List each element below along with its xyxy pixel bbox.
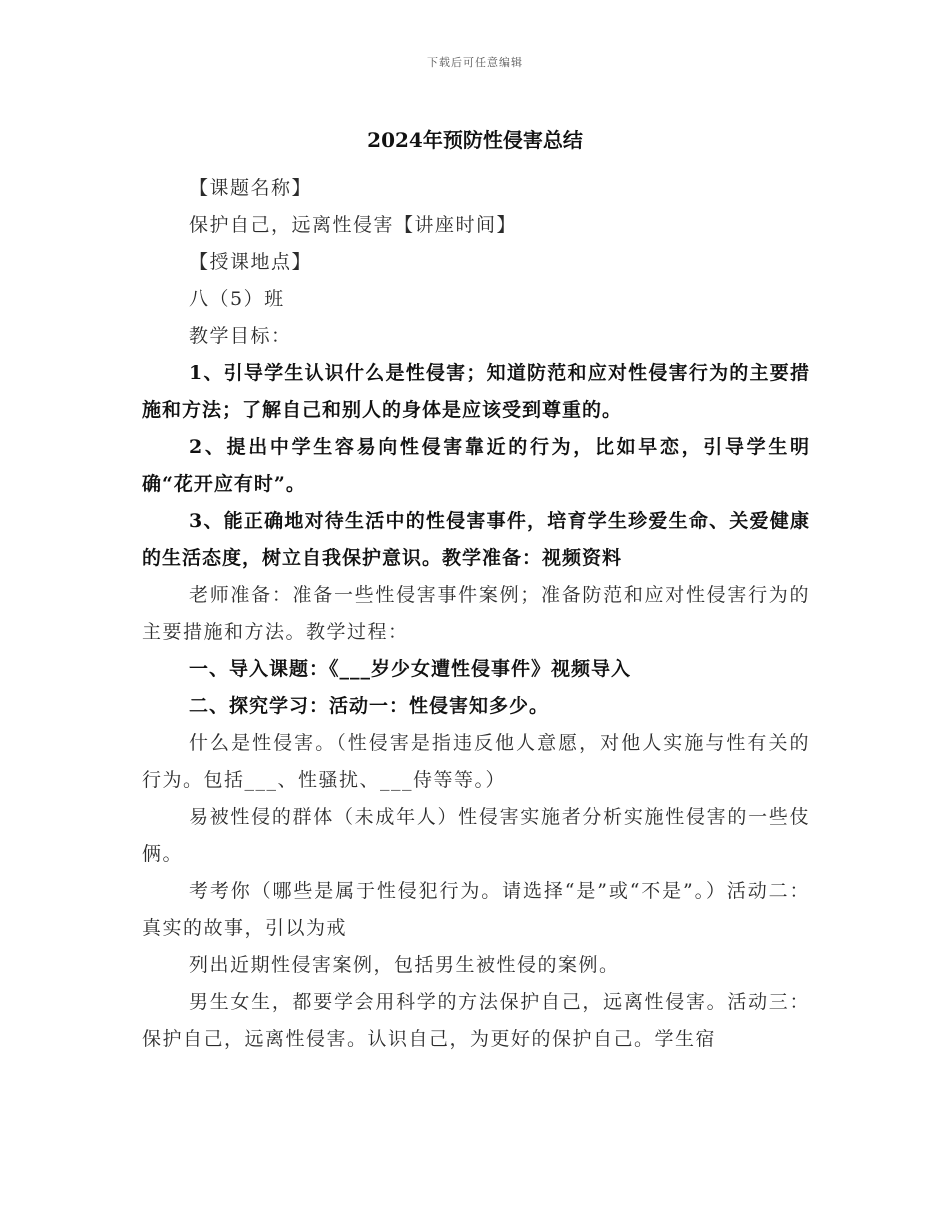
paragraph-activity-3: 男生女生，都要学会用科学的方法保护自己，远离性侵害。活动三：保护自己，远离性侵害。认识自己，为更好的保护自己。学生宿 — [142, 991, 810, 1050]
paragraph-location-label: 【授课地点】 — [189, 251, 313, 273]
document-title: 2024年预防性侵害总结 — [367, 128, 583, 152]
paragraph-course-name: 保护自己，远离性侵害【讲座时间】 — [189, 214, 518, 236]
document-body — [142, 170, 810, 1058]
paragraph-teacher-prep: 老师准备：准备一些性侵害事件案例；准备防范和应对性侵害行为的主要措施和方法。教学过程： — [142, 584, 810, 643]
paragraph-step-2: 二、探究学习：活动一：性侵害知多少。 — [189, 695, 550, 717]
paragraph-objectives-label: 教学目标： — [189, 325, 292, 347]
paragraph-objective-3: 3、能正确地对待生活中的性侵害事件，培育学生珍爱生命、关爱健康的生活态度，树立自我保护意识。教学准备：视频资料 — [142, 510, 810, 569]
paragraph-objective-1: 1、引导学生认识什么是性侵害；知道防范和应对性侵害行为的主要措施和方法；了解自己和别人的身体是应该受到尊重的。 — [142, 362, 810, 421]
paragraph-objective-2: 2、提出中学生容易向性侵害靠近的行为，比如早恋，引导学生明确“花开应有时”。 — [142, 436, 810, 495]
paragraph-cases: 列出近期性侵害案例，包括男生被性侵的案例。 — [189, 954, 620, 976]
paragraph-class: 八（5）班 — [189, 288, 285, 310]
page-header-note: 下载后可任意编辑 — [427, 56, 523, 69]
paragraph-definition: 什么是性侵害。（性侵害是指违反他人意愿，对他人实施与性有关的行为。包括___、性骚扰、___侍等等。） — [142, 732, 810, 791]
paragraph-quiz: 考考你（哪些是属于性侵犯行为。请选择“是”或“不是”。）活动二：真实的故事，引以为戒 — [142, 880, 810, 939]
paragraph-course-name-label: 【课题名称】 — [189, 177, 313, 199]
paragraph-step-1: 一、导入课题：《___岁少女遭性侵事件》视频导入 — [189, 658, 632, 680]
paragraph-vulnerable-groups: 易被性侵的群体（未成年人）性侵害实施者分析实施性侵害的一些伎俩。 — [142, 806, 810, 865]
